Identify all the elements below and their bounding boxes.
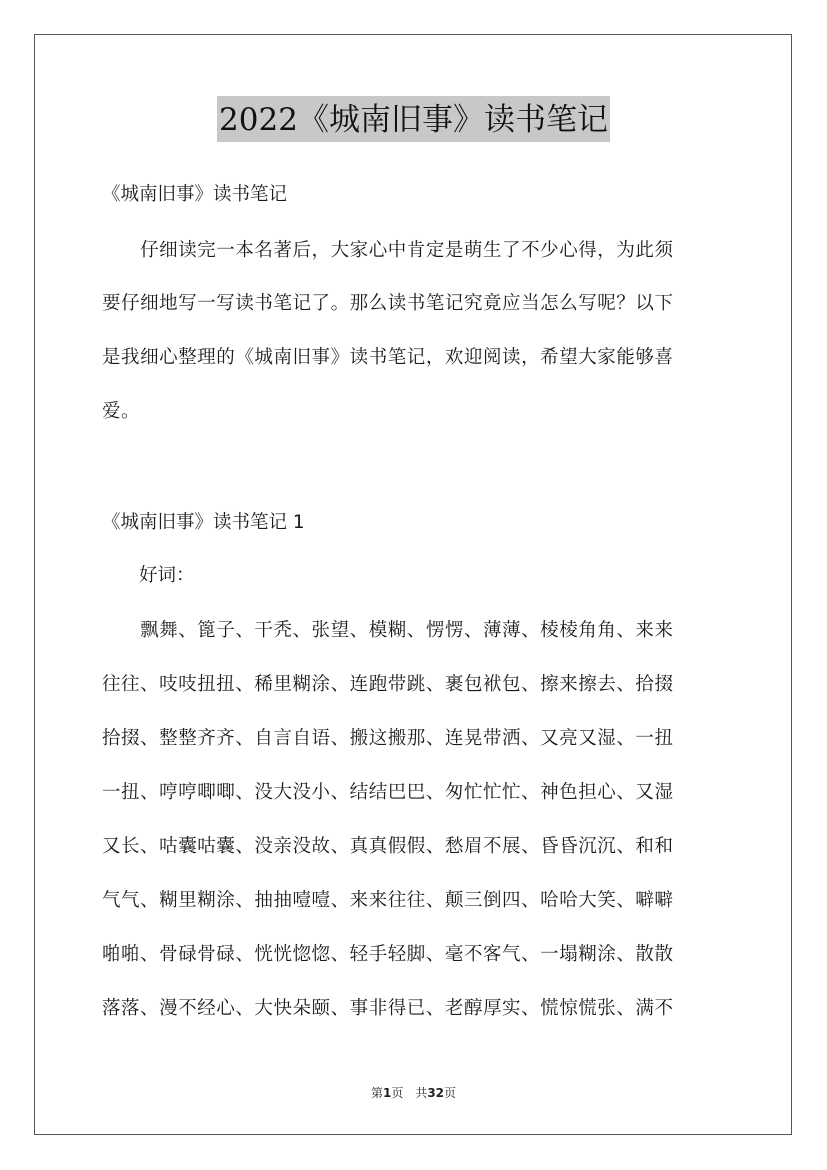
footer-prefix: 第 <box>370 1086 383 1100</box>
word-line: 拾掇、整整齐齐、自言自语、搬这搬那、连晃带洒、又亮又湿、一扭 <box>102 728 674 749</box>
intro-line: 仔细读完一本名著后，大家心中肯定是萌生了不少心得，为此须 <box>102 240 674 261</box>
footer-page-number: 1 <box>382 1086 392 1100</box>
word-line: 气气、糊里糊涂、抽抽噎噎、来来往往、颠三倒四、哈哈大笑、噼噼 <box>102 890 674 911</box>
word-line: 一扭、哼哼唧唧、没大没小、结结巴巴、匆忙忙忙、神色担心、又湿 <box>102 782 674 803</box>
page-footer <box>0 1084 827 1101</box>
section-heading: 《城南旧事》读书笔记 1 <box>102 512 305 533</box>
word-line: 啪啪、骨碌骨碌、恍恍惚惚、轻手轻脚、毫不客气、一塌糊涂、散散 <box>102 944 674 965</box>
intro-line: 是我细心整理的《城南旧事》读书笔记，欢迎阅读，希望大家能够喜 <box>102 347 674 368</box>
word-line: 往往、吱吱扭扭、稀里糊涂、连跑带跳、裹包袱包、擦来擦去、拾掇 <box>102 674 674 695</box>
word-line: 又长、咕囊咕囊、没亲没故、真真假假、愁眉不展、昏昏沉沉、和和 <box>102 836 674 857</box>
word-line: 飘舞、篦子、干秃、张望、模糊、愣愣、薄薄、棱棱角角、来来 <box>102 620 674 641</box>
good-words-label: 好词： <box>102 565 195 586</box>
footer-total-pages: 32 <box>427 1086 445 1100</box>
intro-line: 爱。 <box>102 401 141 422</box>
document-title: 2022《城南旧事》读书笔记 <box>217 96 610 142</box>
subtitle: 《城南旧事》读书笔记 <box>102 184 288 205</box>
footer-middle: 页 共 <box>391 1086 428 1100</box>
footer-suffix: 页 <box>444 1086 457 1100</box>
title-container <box>0 96 827 142</box>
word-line: 落落、漫不经心、大快朵颐、事非得已、老醇厚实、慌惊慌张、满不 <box>102 998 674 1019</box>
intro-line: 要仔细地写一写读书笔记了。那么读书笔记究竟应当怎么写呢？以下 <box>102 293 674 314</box>
